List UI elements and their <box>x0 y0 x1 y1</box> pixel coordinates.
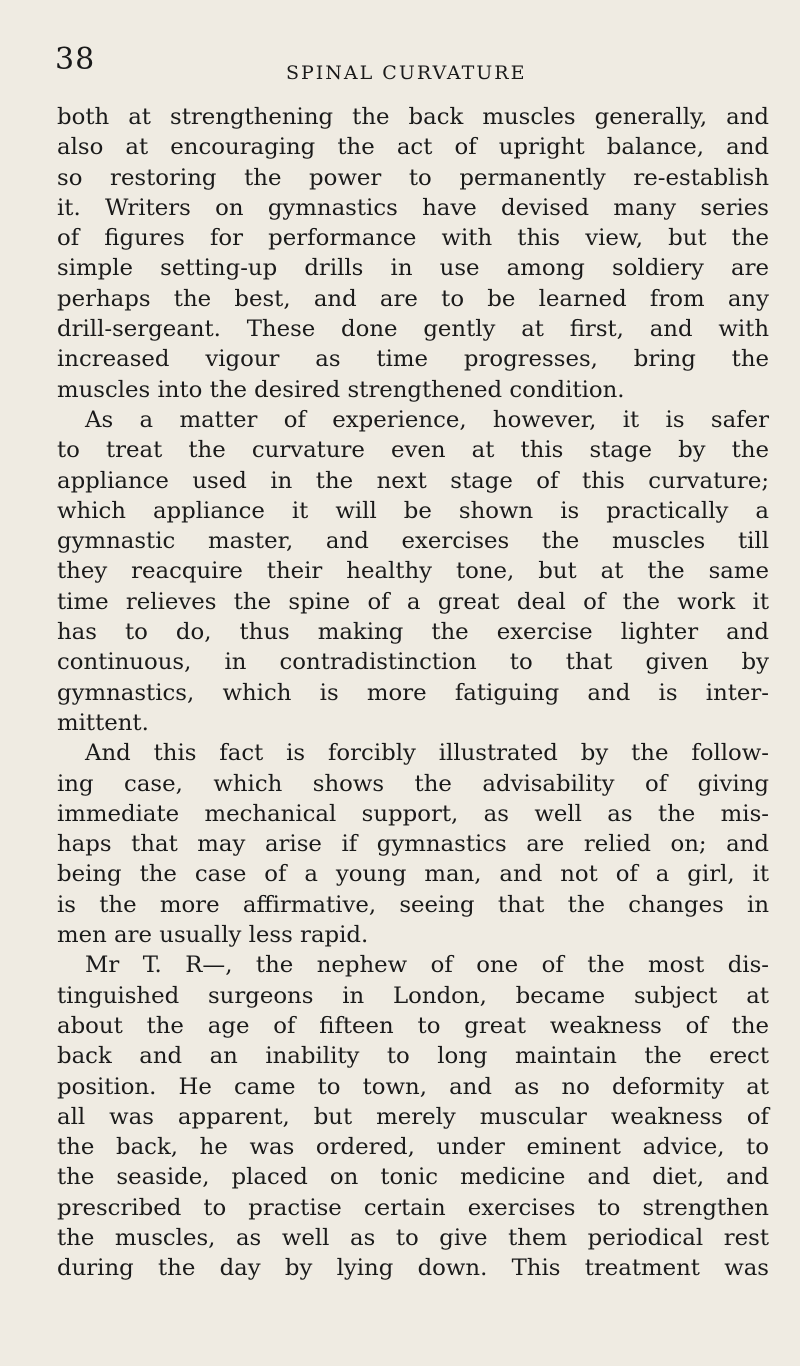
text-line: tinguished surgeons in London, became subject at <box>57 982 769 1009</box>
text-line: ing case, which shows the advisability of giving <box>57 770 769 797</box>
text-line: also at encouraging the act of upright balance, and <box>57 134 769 161</box>
text-line: so restoring the power to permanently re-establish <box>57 164 769 191</box>
text-line: being the case of a young man, and not of a girl, it <box>57 861 769 888</box>
text-line: during the day by lying down. This treatment was <box>57 1255 769 1282</box>
text-line: gymnastics, which is more fatiguing and is inter- <box>57 679 769 706</box>
text-line: continuous, in contradistinction to that given by <box>57 649 769 676</box>
text-line: which appliance it will be shown is practically a <box>57 497 769 524</box>
text-line: has to do, thus making the exercise lighter and <box>57 619 769 646</box>
text-line: of figures for performance with this view, but the <box>57 225 769 252</box>
text-line: Mr T. R—, the nephew of one of the most dis- <box>85 952 769 979</box>
text-line: is the more affirmative, seeing that the changes in <box>57 891 769 918</box>
text-line: time relieves the spine of a great deal of the work it <box>57 588 769 615</box>
text-line: all was apparent, but merely muscular weakness of <box>57 1103 769 1130</box>
text-line: muscles into the desired strengthened condition. <box>57 376 625 403</box>
text-line: immediate mechanical support, as well as the mis- <box>57 800 769 827</box>
text-line: drill-sergeant. These done gently at first, and with <box>57 316 769 343</box>
text-line: the muscles, as well as to give them periodical rest <box>57 1224 769 1251</box>
text-line: to treat the curvature even at this stage by the <box>57 437 769 464</box>
text-line: it. Writers on gymnastics have devised many series <box>57 194 769 221</box>
text-line: position. He came to town, and as no deformity at <box>57 1073 769 1100</box>
text-line: both at strengthening the back muscles generally, and <box>57 104 769 130</box>
text-line: haps that may arise if gymnastics are relied on; and <box>57 831 769 858</box>
text-line: prescribed to practise certain exercises to strengthen <box>57 1194 769 1221</box>
text-line: gymnastic master, and exercises the muscles till <box>57 528 769 555</box>
text-line: they reacquire their healthy tone, but at the same <box>57 558 769 585</box>
text-line: mittent. <box>57 709 149 736</box>
page-number: 38 <box>55 42 96 77</box>
running-title: SPINAL CURVATURE <box>286 62 527 84</box>
text-line: about the age of fifteen to great weakness of the <box>57 1012 769 1039</box>
text-line: perhaps the best, and are to be learned from any <box>57 285 769 312</box>
text-line: men are usually less rapid. <box>57 922 369 949</box>
text-line: back and an inability to long maintain the erect <box>57 1043 769 1070</box>
body-text <box>57 102 769 1284</box>
text-line: the back, he was ordered, under eminent advice, to <box>57 1134 769 1161</box>
text-line: appliance used in the next stage of this curvature; <box>57 467 769 494</box>
text-line: As a matter of experience, however, it is safer <box>85 406 769 433</box>
text-line: increased vigour as time progresses, bring the <box>57 346 769 373</box>
text-line: And this fact is forcibly illustrated by the follow- <box>85 740 769 767</box>
text-line: simple setting-up drills in use among soldiery are <box>57 255 769 282</box>
text-line: the seaside, placed on tonic medicine and diet, and <box>57 1164 769 1191</box>
